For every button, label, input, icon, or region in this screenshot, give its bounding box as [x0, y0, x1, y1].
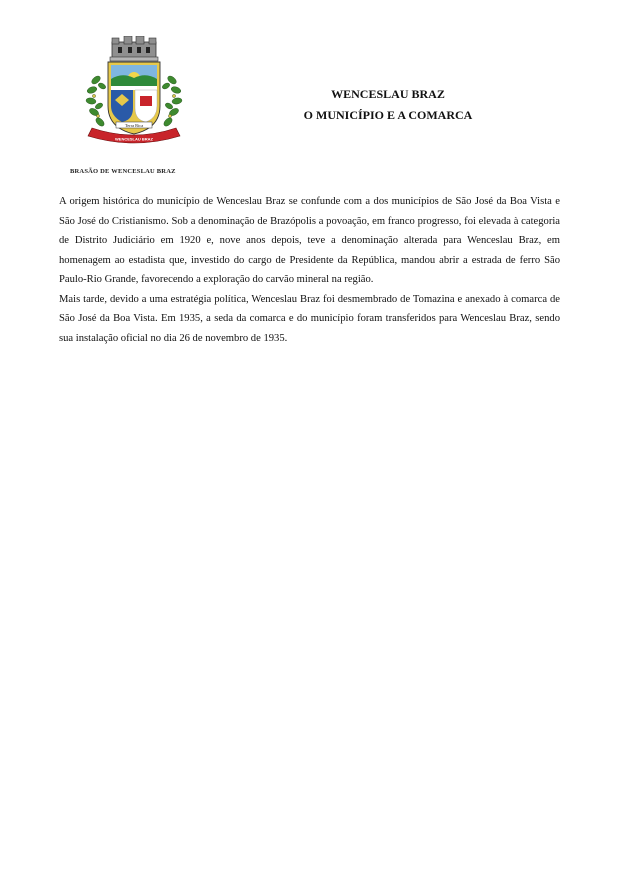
document-heading	[270, 84, 506, 126]
shield	[108, 62, 160, 134]
mural-crown	[110, 36, 158, 61]
paragraph-comarca: Mais tarde, devido a uma estratégia política, Wenceslau Braz foi desmembrado de Tomazina e anexado à comarca de São José da Boa Vista. Em 1935, a seda da comarca e do município foram transferidos para Wenceslau Braz, sendo sua instalação oficial no dia 26 de novembro de 1935.	[59, 293, 560, 344]
coat-of-arms-caption: BRASÃO DE WENCESLAU BRAZ	[70, 168, 176, 175]
coat-of-arms	[82, 36, 186, 148]
document-subtitle: O MUNICÍPIO E A COMARCA	[303, 108, 473, 122]
document-body	[59, 192, 560, 348]
shield-motto: Terra Rica	[124, 123, 144, 128]
coat-of-arms-emblem	[82, 36, 186, 148]
ribbon-text: WENCESLAU BRAZ	[115, 136, 153, 142]
document-title: WENCESLAU BRAZ	[331, 87, 445, 101]
laurel-right	[161, 74, 182, 127]
paragraph-origin: A origem histórica do município de Wenceslau Braz se confunde com a dos municípios de São José da Boa Vista e São José do Cristianismo. Sob a denominação de Brazópolis a povoação, em franco progresso, foi elevada à categoria de Distrito Judiciário em 1920 e, nove anos depois, teve a denominação alterada para Wenceslau Braz, em homenagem ao estadista que, investido do cargo de Presidente da República, mandou abrir a estrada de ferro São Paulo-Rio Grande, favorecendo a exploração do carvão mineral na região.	[59, 196, 560, 285]
laurel-left	[86, 74, 107, 127]
